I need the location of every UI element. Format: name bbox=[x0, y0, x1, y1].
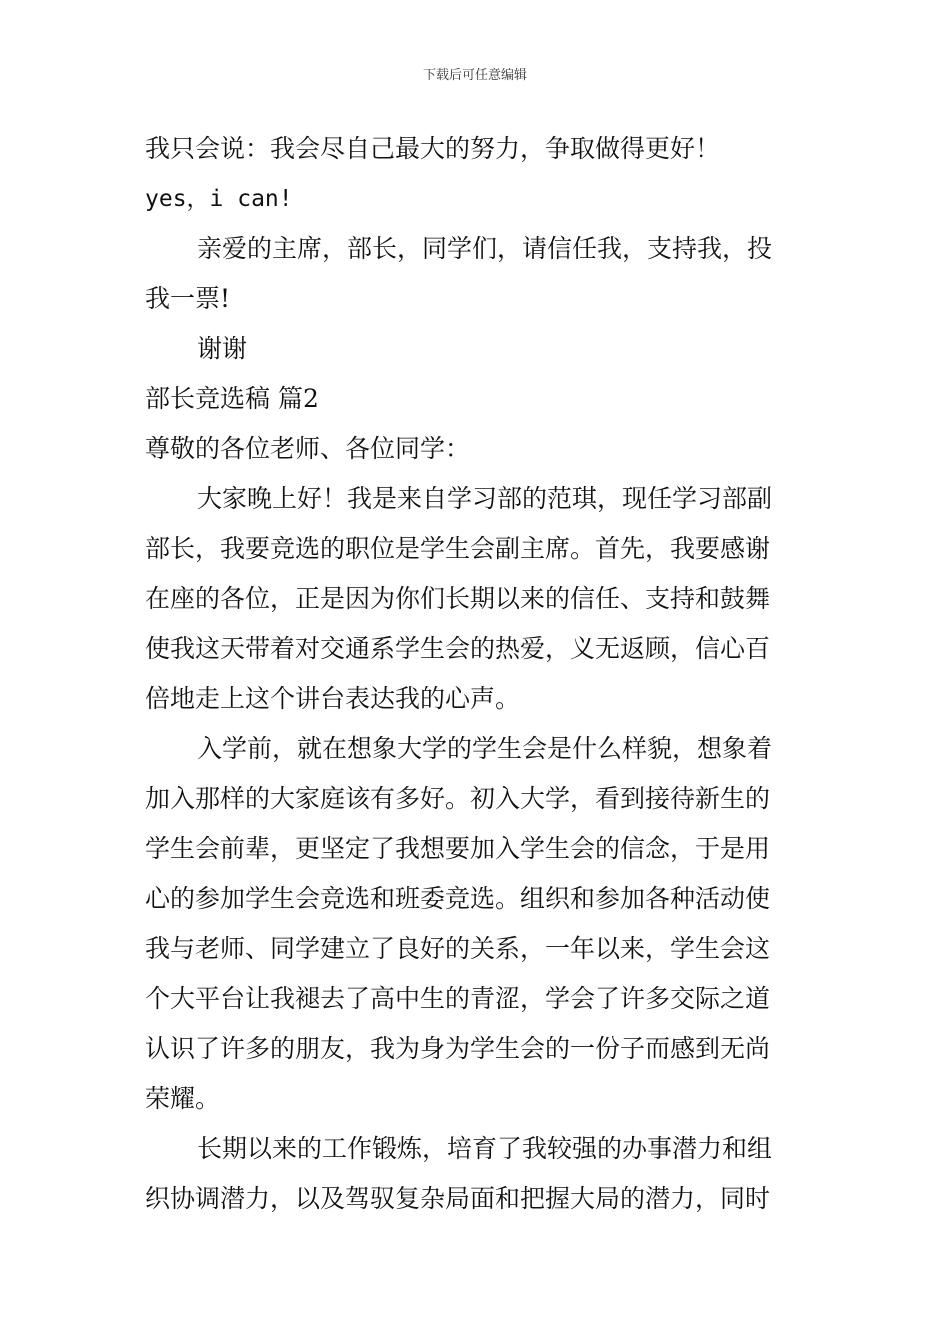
paragraph-line: 织协调潜力，以及驾驭复杂局面和把握大局的潜力，同时 bbox=[145, 1184, 771, 1213]
paragraph-line: 荣耀。 bbox=[145, 1084, 221, 1113]
page-header: 下载后可任意编辑 bbox=[422, 68, 527, 83]
section-heading: 部长竞选稿 篇2 bbox=[145, 384, 319, 413]
paragraph-line: 加入那样的大家庭该有多好。初入大学，看到接待新生的 bbox=[145, 784, 771, 813]
paragraph-line: 大家晚上好！我是来自学习部的范琪，现任学习部副 bbox=[197, 484, 773, 513]
paragraph-line: 认识了许多的朋友，我为身为学生会的一份子而感到无尚 bbox=[145, 1034, 771, 1063]
paragraph-line: 我只会说：我会尽自己最大的努力，争取做得更好！ bbox=[145, 134, 721, 163]
paragraph-line: 入学前，就在想象大学的学生会是什么样貌，想象着 bbox=[197, 734, 773, 763]
paragraph-line: 学生会前辈，更坚定了我想要加入学生会的信念，于是用 bbox=[145, 834, 771, 863]
paragraph-line: 我与老师、同学建立了良好的关系，一年以来，学生会这 bbox=[145, 934, 771, 963]
paragraph-line: 亲爱的主席，部长，同学们，请信任我，支持我，投 bbox=[197, 234, 773, 263]
paragraph-line: 我一票! bbox=[145, 284, 231, 313]
document-body bbox=[145, 124, 810, 1224]
salutation: 尊敬的各位老师、各位同学： bbox=[145, 434, 471, 463]
paragraph-line: 倍地走上这个讲台表达我的心声。 bbox=[145, 684, 521, 713]
paragraph-line: 个大平台让我褪去了高中生的青涩，学会了许多交际之道 bbox=[145, 984, 771, 1013]
paragraph-line: yes，i can! bbox=[145, 186, 293, 212]
paragraph-line: 使我这天带着对交通系学生会的热爱，义无返顾，信心百 bbox=[145, 634, 771, 663]
paragraph-line: 部长，我要竞选的职位是学生会副主席。首先，我要感谢 bbox=[145, 534, 771, 563]
paragraph-line: 在座的各位，正是因为你们长期以来的信任、支持和鼓舞 bbox=[145, 584, 771, 613]
paragraph-line: 长期以来的工作锻炼，培育了我较强的办事潜力和组 bbox=[197, 1134, 773, 1163]
paragraph-line: 谢谢 bbox=[197, 334, 248, 363]
paragraph-line: 心的参加学生会竞选和班委竞选。组织和参加各种活动使 bbox=[145, 884, 771, 913]
